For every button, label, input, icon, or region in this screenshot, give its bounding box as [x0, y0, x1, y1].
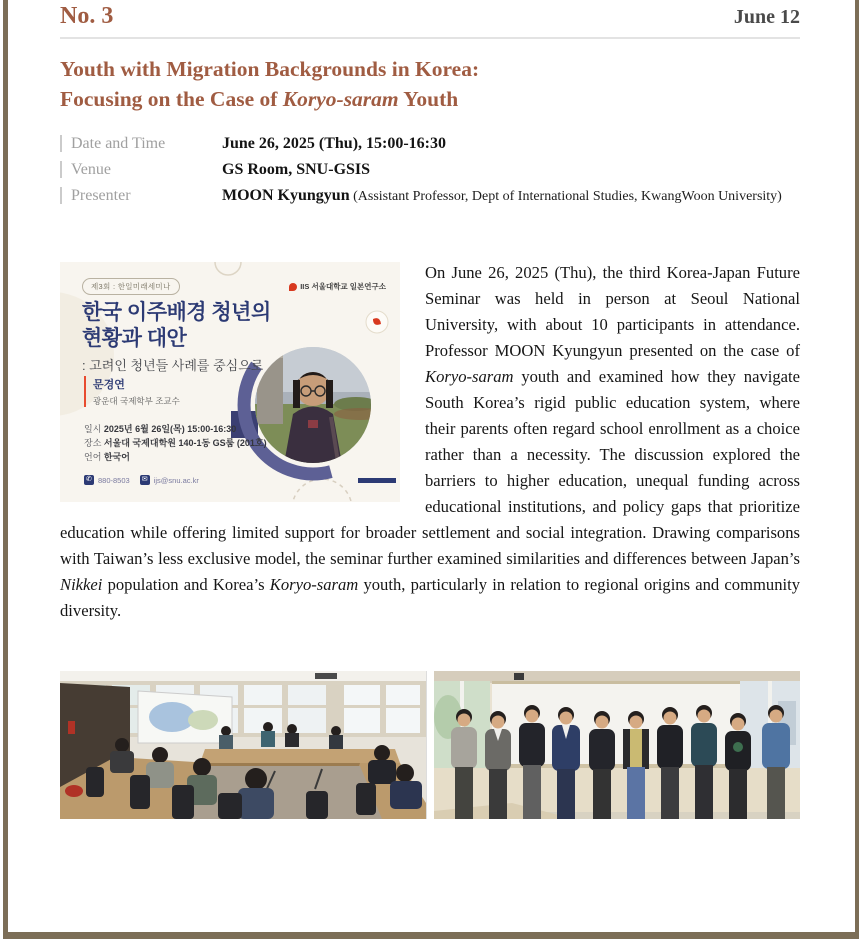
poster-info-venue: 장소 서울대 국제대학원 140-1동 GS룸 (201호): [84, 438, 267, 448]
meta-row-datetime: [60, 131, 800, 157]
seminar-title: [60, 54, 800, 114]
group-photo: [434, 671, 801, 819]
event-meta: [60, 131, 800, 210]
meta-row-venue: [60, 157, 800, 183]
poster-title: 한국 이주배경 청년의 현황과 대안: [82, 301, 271, 350]
poster-logo-text: IIS 서울대학교 일본연구소: [300, 282, 386, 291]
title-line2-pre: Focusing on the Case of: [60, 87, 283, 111]
poster-presenter-name: 문경연: [93, 379, 125, 391]
poster-phone: 880-8503: [98, 475, 130, 485]
event-photos: [60, 671, 800, 819]
issue-date: June 12: [733, 6, 800, 28]
phone-icon: ✆: [84, 475, 94, 485]
presenter-affiliation: (Assistant Professor, Dept of International Studies, KwangWoon University): [349, 189, 782, 204]
meta-label-datetime: Date and Time: [60, 131, 222, 157]
poster-contact: [84, 475, 199, 485]
meta-value-datetime: June 26, 2025 (Thu), 15:00-16:30: [222, 135, 447, 152]
article: [60, 260, 800, 624]
meta-value-venue: GS Room, SNU-GSIS: [222, 161, 371, 178]
meta-label-venue: Venue: [60, 157, 222, 183]
title-line2-post: Youth: [398, 87, 459, 111]
meta-row-presenter: [60, 183, 800, 210]
iis-logo-icon: [289, 283, 297, 291]
poster-info: [84, 422, 267, 464]
poster-info-datetime: 일시 2025년 6월 26일(목) 15:00-16:30: [84, 424, 237, 434]
meta-value-presenter: MOON Kyungyun (Assistant Professor, Dept of International Studies, KwangWoon University): [222, 187, 782, 204]
seminar-poster: [60, 262, 400, 502]
section-header: [60, 0, 800, 39]
poster-badge: 제3회 : 한일미래세미나: [82, 278, 180, 295]
poster-presenter: [84, 376, 180, 407]
poster-email: ijs@snu.ac.kr: [153, 475, 199, 485]
poster-logo: [289, 281, 386, 292]
article-text: On June 26, 2025 (Thu), the third Korea-Japan Future Seminar was held in person at Seoul National University, with about 10 participants in attendance. Professor MOON Kyungyun presented on the case of Koryo-saram youth and examined how they navigate South Korea’s rigid public education system, where their parents often regard school enrollment as a choice rather than a necessity. The discussion explored the barriers to higher education, unequal funding across educational institutions, and policy gaps that prioritize education while offering limited support for broader settlement and social integration. Drawing comparisons with Taiwan’s less exclusive model, the seminar further examined similarities and differences between Japan’s Nikkei population and Korea’s Koryo-saram youth, particularly in relation to regional origins and community diversity.: [60, 263, 801, 620]
email-icon: ✉: [140, 475, 150, 485]
meta-label-presenter: Presenter: [60, 183, 222, 210]
poster-presenter-affiliation: 광운대 국제학부 조교수: [93, 396, 180, 406]
issue-number: No. 3: [60, 3, 114, 29]
title-line1: Youth with Migration Backgrounds in Korea:: [60, 57, 480, 81]
presenter-portrait: [255, 347, 386, 464]
newsletter-section: [60, 0, 800, 819]
poster-info-language: 언어 한국어: [84, 452, 130, 462]
seminar-room-photo: [60, 671, 427, 819]
poster-subtitle: : 고려인 청년들 사례를 중심으로: [82, 358, 264, 373]
title-line2-italic: Koryo-saram: [282, 87, 399, 111]
